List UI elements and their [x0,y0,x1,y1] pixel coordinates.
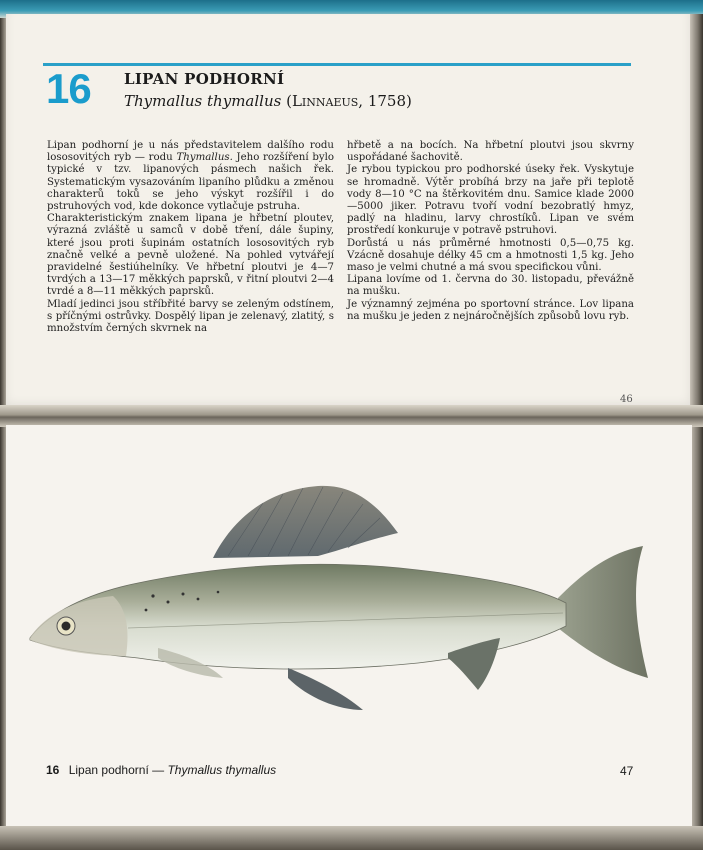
caption-latin: Thymallus thymallus [167,763,277,777]
page-number-46: 46 [620,394,633,405]
paragraph: Je rybou typickou pro podhorské úseky řek. Vyskytuje se hromadně. Výtěr probíhá brzy na jaře při teplotě vody 8—10 °C na štěrkovitém dnu. Samice klade 2000—5000 jiker. Potravu tvoří vodní bezobratlý hmyz, padlý na hladinu, larvy chrostíků. Lipan ve svém prostředí konkuruje v potravě pstruhovi. [347,164,634,237]
genus-name: Thymallus. [176,152,233,164]
paragraph-text: Lipan podhorní je u nás představitelem dalšího rodu lososovitých ryb — rodu [47,140,334,164]
species-number: 16 [46,65,91,112]
book-bottom-edge [0,826,703,850]
page-number-47: 47 [620,764,634,778]
header-rule [43,63,631,66]
caption-name: Lipan podhorní — [68,763,165,777]
species-latin-line [124,92,412,110]
paragraph: Je významný zejména po sportovní stránce. Lov lipana na mušku je jeden z nejnáročnějších způsobů lovu ryb. [347,298,634,322]
text-column-right [347,140,634,323]
caption-number: 16 [46,763,60,777]
grayling-illustration [18,478,668,718]
page-gutter [0,405,703,427]
text-column-left [47,140,334,335]
tail-fin [558,546,648,678]
species-latin-name: Thymallus thymallus [124,92,282,110]
fish-head [30,596,127,656]
species-name: LIPAN PODHORNÍ [124,70,285,88]
paragraph: Charakteristickým znakem lipana je hřbetní ploutev, výrazná zvláště u samců v době tření, dále šupiny, které jsou proti šupinám ostatních lososovitých ryb značně velké a pevně uložené. Na pohled vytvářejí pravidelné šestiúhelníky. Ve hřbetní ploutvi je 4—7 tvrdých a 13—17 měkkých paprsků, v řitní ploutvi 2—4 tvrdé a 8—11 měkkých paprsků. [47,213,334,298]
pelvic-fin [288,668,363,710]
paragraph: Mladí jedinci jsou stříbřité barvy se zeleným odstínem, s příčnými ostrůvky. Dospělý lipan je zelenavý, zlatitý, s množstvím černých skvrnek na [47,298,334,335]
paragraph: Lipana lovíme od 1. června do 30. listopadu, převážně na mušku. [347,274,634,298]
paragraph: Dorůstá u nás průměrné hmotnosti 0,5—0,75 kg. Vzácně dosahuje délky 45 cm a hmotnosti 1,5 kg. Jeho maso je velmi chutné a má svou specifickou vůni. [347,237,634,274]
illustration-caption [46,763,276,777]
paragraph: hřbetě a na bocích. Na hřbetní ploutvi jsou skvrny uspořádané šachovitě. [347,140,634,164]
paragraph-text: Jeho rozšíření bylo typické v tzv. lipanových pásmech našich řek. Systematickým vysazováním lipaního plůdku a změnou charakterů toků se jeho výskyt rozšířil i do pstruhových vod, kde dokonce vytlačuje pstruha. [47,152,334,213]
paragraph [47,140,334,213]
fish-drawing [18,478,668,718]
species-author: (Linnaeus, 1758) [286,92,412,110]
